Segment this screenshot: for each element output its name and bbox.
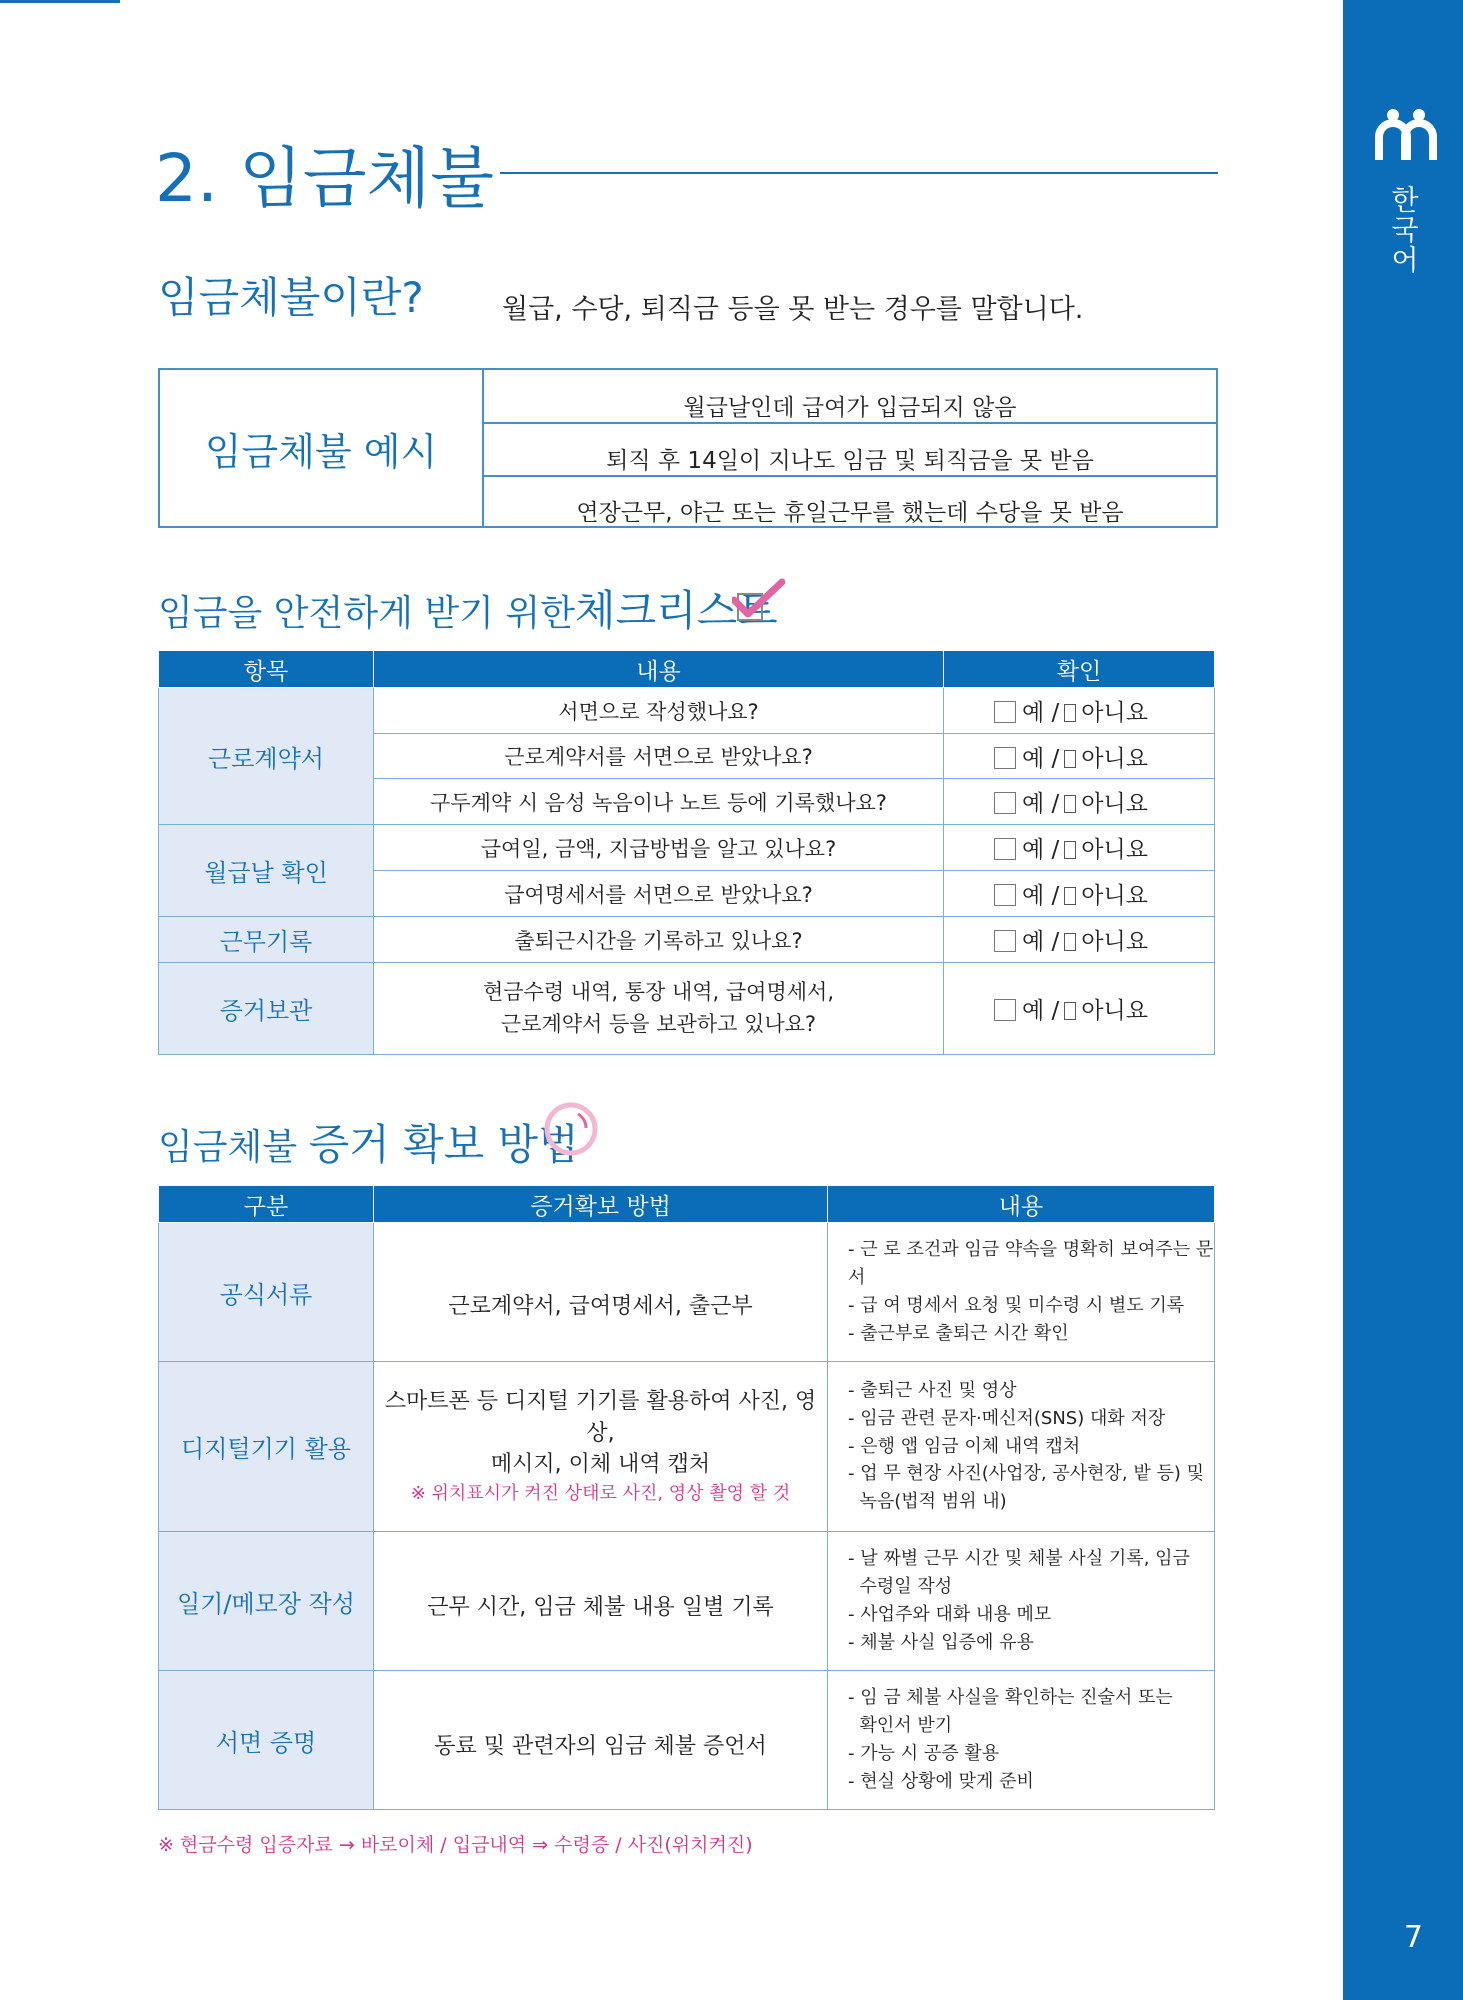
definition-text: 월급, 수당, 퇴직금 등을 못 받는 경우를 말합니다. xyxy=(502,294,1084,325)
check-option[interactable]: 예 / 아니요 xyxy=(944,963,1215,1055)
checkbox-icon[interactable] xyxy=(1064,933,1076,951)
checkbox-icon[interactable] xyxy=(994,747,1016,769)
header-content: 내용 xyxy=(374,651,944,688)
definition-title: 임금체불이란? xyxy=(158,273,424,322)
side-bar xyxy=(1343,0,1463,2000)
header-item: 항목 xyxy=(159,651,374,688)
question: 서면으로 작성했나요? xyxy=(374,688,944,734)
category-diary: 일기/메모장 작성 xyxy=(159,1532,374,1671)
content-list: - 날 짜별 근무 시간 및 체불 사실 기록, 임금 수령일 작성 - 사업주와 대화 내용 메모 - 체불 사실 입증에 유용 xyxy=(828,1532,1215,1671)
method-note: ※ 위치표시가 켜진 상태로 사진, 영상 촬영 할 것 xyxy=(410,1483,791,1505)
check-option[interactable]: 예 / 아니요 xyxy=(944,734,1215,779)
category-contract: 근로계약서 xyxy=(159,688,374,825)
category-work-record: 근무기록 xyxy=(159,917,374,963)
method: 근로계약서, 급여명세서, 출근부 xyxy=(374,1223,828,1362)
checklist-title-emph: 체크리스트 xyxy=(574,586,778,635)
category-digital: 디지털기기 활용 xyxy=(159,1362,374,1532)
header-method: 증거확보 방법 xyxy=(374,1186,828,1223)
content-list: - 임 금 체불 사실을 확인하는 진술서 또는 확인서 받기 - 가능 시 공증 활용 - 현실 상황에 맞게 준비 xyxy=(828,1671,1215,1810)
top-accent-line xyxy=(0,0,120,3)
circle-mark-icon xyxy=(540,1098,602,1160)
category-official-docs: 공식서류 xyxy=(159,1223,374,1362)
evidence-title-prefix: 임금체불 xyxy=(158,1127,298,1168)
checkmark-icon xyxy=(732,578,788,626)
question: 급여일, 금액, 지급방법을 알고 있나요? xyxy=(374,825,944,871)
question: 구두계약 시 음성 녹음이나 노트 등에 기록했나요? xyxy=(374,779,944,825)
evidence-title xyxy=(158,1112,579,1172)
page-number: 7 xyxy=(1403,1920,1423,1955)
checkbox-icon[interactable] xyxy=(994,838,1016,860)
question: 현금수령 내역, 통장 내역, 급여명세서, 근로계약서 등을 보관하고 있나요? xyxy=(374,963,944,1055)
category-evidence: 증거보관 xyxy=(159,963,374,1055)
header-content: 내용 xyxy=(828,1186,1215,1223)
content-list: - 근 로 조건과 임금 약속을 명확히 보여주는 문서 - 급 여 명세서 요청 및 미수령 시 별도 기록 - 출근부로 출퇴근 시간 확인 xyxy=(828,1223,1215,1362)
checkbox-icon[interactable] xyxy=(1064,704,1076,722)
method: 동료 및 관련자의 임금 체불 증언서 xyxy=(374,1671,828,1810)
check-option[interactable]: 예 / 아니요 xyxy=(944,871,1215,917)
content-list: - 출퇴근 사진 및 영상 - 임금 관련 문자·메신저(SNS) 대화 저장 - 은행 앱 임금 이체 내역 캡처 - 업 무 현장 사진(사업장, 공사현장, 밭 등) 및 녹음(법적 범위 내) xyxy=(828,1362,1215,1532)
evidence-title-emph: 증거 확보 방법 xyxy=(308,1120,579,1169)
examples-label: 임금체불 예시 xyxy=(160,370,484,526)
checkbox-icon[interactable] xyxy=(1064,887,1076,905)
evidence-table xyxy=(158,1185,1215,1810)
checkbox-icon[interactable] xyxy=(994,701,1016,723)
people-logo-icon xyxy=(1371,105,1441,165)
checkbox-icon[interactable] xyxy=(1064,795,1076,813)
category-written-proof: 서면 증명 xyxy=(159,1671,374,1810)
example-item: 월급날인데 급여가 입금되지 않음 xyxy=(683,395,1017,421)
header-category: 구분 xyxy=(159,1186,374,1223)
examples-box xyxy=(158,368,1218,528)
check-option[interactable]: 예 / 아니요 xyxy=(944,779,1215,825)
checkbox-icon[interactable] xyxy=(1064,1002,1076,1020)
language-label: 한국어 xyxy=(1387,185,1420,275)
page-title: 2. 임금체불 xyxy=(155,140,494,217)
example-item: 연장근무, 야근 또는 휴일근무를 했는데 수당을 못 받음 xyxy=(576,500,1124,526)
question: 근로계약서를 서면으로 받았나요? xyxy=(374,734,944,779)
method: 근무 시간, 임금 체불 내용 일별 기록 xyxy=(374,1532,828,1671)
header-confirm: 확인 xyxy=(944,651,1215,688)
checkbox-icon[interactable] xyxy=(994,930,1016,952)
footnote: ※ 현금수령 입증자료 → 바로이체 / 입금내역 ⇒ 수령증 / 사진(위치켜진) xyxy=(158,1834,753,1856)
question: 출퇴근시간을 기록하고 있나요? xyxy=(374,917,944,963)
checkbox-icon[interactable] xyxy=(994,884,1016,906)
checkbox-icon[interactable] xyxy=(1064,841,1076,859)
example-item: 퇴직 후 14일이 지나도 임금 및 퇴직금을 못 받음 xyxy=(606,448,1094,474)
title-rule xyxy=(500,172,1218,174)
check-option[interactable]: 예 / 아니요 xyxy=(944,825,1215,871)
category-payday: 월급날 확인 xyxy=(159,825,374,917)
method: 스마트폰 등 디지털 기기를 활용하여 사진, 영상, 메시지, 이체 내역 캡처 ※ 위치표시가 켜진 상태로 사진, 영상 촬영 할 것 xyxy=(374,1362,828,1532)
checklist-title-prefix: 임금을 안전하게 받기 위한 xyxy=(158,593,575,634)
check-option[interactable]: 예 / 아니요 xyxy=(944,688,1215,734)
checklist-table xyxy=(158,650,1215,1055)
checkbox-icon[interactable] xyxy=(994,792,1016,814)
checkbox-icon[interactable] xyxy=(1064,750,1076,768)
question: 급여명세서를 서면으로 받았나요? xyxy=(374,871,944,917)
checklist-title xyxy=(158,578,778,638)
check-option[interactable]: 예 / 아니요 xyxy=(944,917,1215,963)
checkbox-icon[interactable] xyxy=(994,999,1016,1021)
